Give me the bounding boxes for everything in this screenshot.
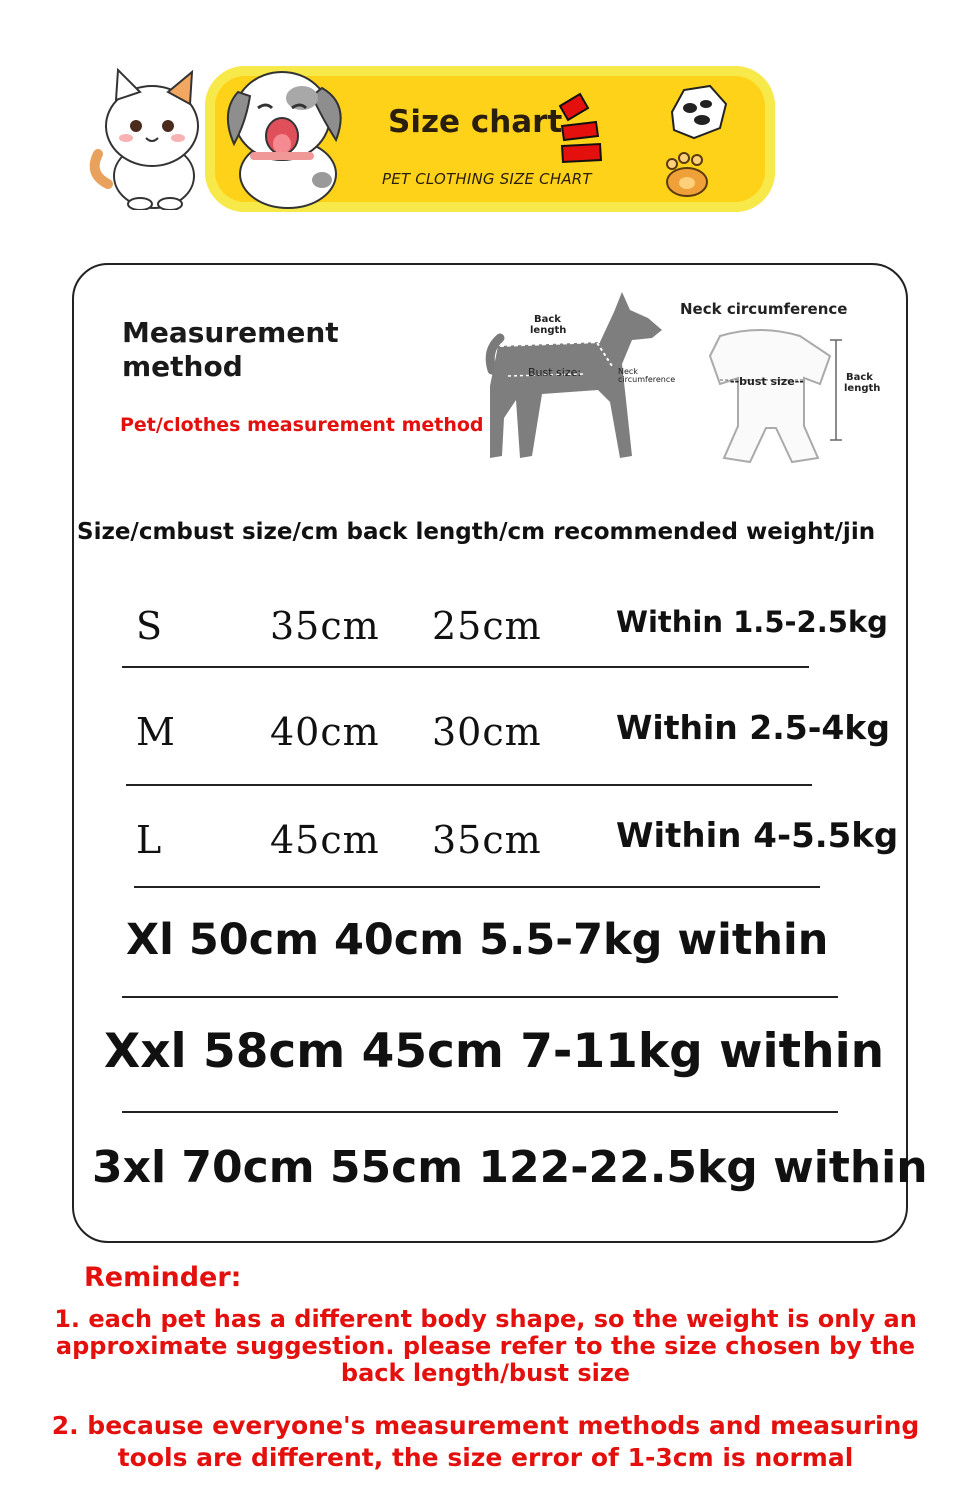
reminder-item-2-line1: 2. because everyone's measurement methods and measuring <box>51 1411 920 1440</box>
dog-back-length-label-2: length <box>530 325 567 336</box>
garment-measurement-diagram <box>680 300 880 470</box>
dog-measurement-diagram <box>480 290 690 470</box>
reminder-item-1-line3: back length/bust size <box>340 1359 631 1387</box>
reminder-item-2-line2: tools are different, the size error of 1-3cm is normal <box>117 1443 854 1472</box>
reminder-item-1-line2: approximate suggestion. please refer to the size chosen by the <box>55 1332 916 1360</box>
garment-back-label-2: length <box>844 383 880 394</box>
row-divider <box>122 996 838 998</box>
banner-title: Size chart <box>388 104 563 140</box>
row-divider <box>122 1111 838 1113</box>
row-divider <box>122 666 809 668</box>
size-row-xl: Xl 50cm 40cm 5.5-7kg within <box>126 915 829 965</box>
method-title-line1: Measurement <box>122 316 339 349</box>
weight-cell-m: Within 2.5-4kg <box>616 708 890 747</box>
reminder-item-2 <box>0 1410 971 1474</box>
back-cell-s: 25cm <box>432 604 542 648</box>
back-cell-m: 30cm <box>432 710 542 754</box>
bust-cell-m: 40cm <box>270 710 380 754</box>
method-title <box>122 316 339 384</box>
size-row-3xl: 3xl 70cm 55cm 122-22.5kg within <box>92 1142 928 1193</box>
bust-cell-l: 45cm <box>270 818 380 862</box>
back-cell-l: 35cm <box>432 818 542 862</box>
size-cell-m: M <box>136 710 176 754</box>
garment-bust-label: --bust size-- <box>730 375 804 388</box>
banner-subtitle: PET CLOTHING SIZE CHART <box>382 170 592 188</box>
bust-cell-s: 35cm <box>270 604 380 648</box>
dog-neck-label: Neck <box>618 367 638 376</box>
dog-back-length-label: Back <box>534 314 561 325</box>
table-column-header: Size/cmbust size/cm back length/cm recommended weight/jin <box>77 519 876 545</box>
method-subtitle: Pet/clothes measurement method <box>120 414 484 436</box>
dog-bust-label: Bust size: <box>528 366 582 379</box>
size-cell-l: L <box>136 818 163 862</box>
reminder-title: Reminder: <box>84 1262 242 1293</box>
size-row-xxl: Xxl 58cm 45cm 7-11kg within <box>104 1024 885 1079</box>
weight-cell-s: Within 1.5-2.5kg <box>616 605 888 639</box>
row-divider <box>134 886 820 888</box>
dog-neck-label-2: circumference <box>618 375 676 384</box>
paw-print-icon <box>660 152 714 198</box>
row-divider <box>126 784 812 786</box>
size-cell-s: S <box>136 604 164 648</box>
garment-back-label: Back <box>846 372 873 383</box>
chart-bars-icon <box>556 92 606 164</box>
cartoon-dog-icon <box>210 52 360 212</box>
weight-cell-l: Within 4-5.5kg <box>616 816 899 856</box>
reminder-item-1 <box>0 1306 971 1387</box>
cartoon-cat-icon <box>88 64 216 210</box>
garment-neck-label: Neck circumference <box>680 300 848 318</box>
method-title-line2: method <box>122 350 243 383</box>
reminder-item-1-line1: 1. each pet has a different body shape, so the weight is only an <box>54 1305 917 1333</box>
paw-cookie-icon <box>666 82 730 142</box>
